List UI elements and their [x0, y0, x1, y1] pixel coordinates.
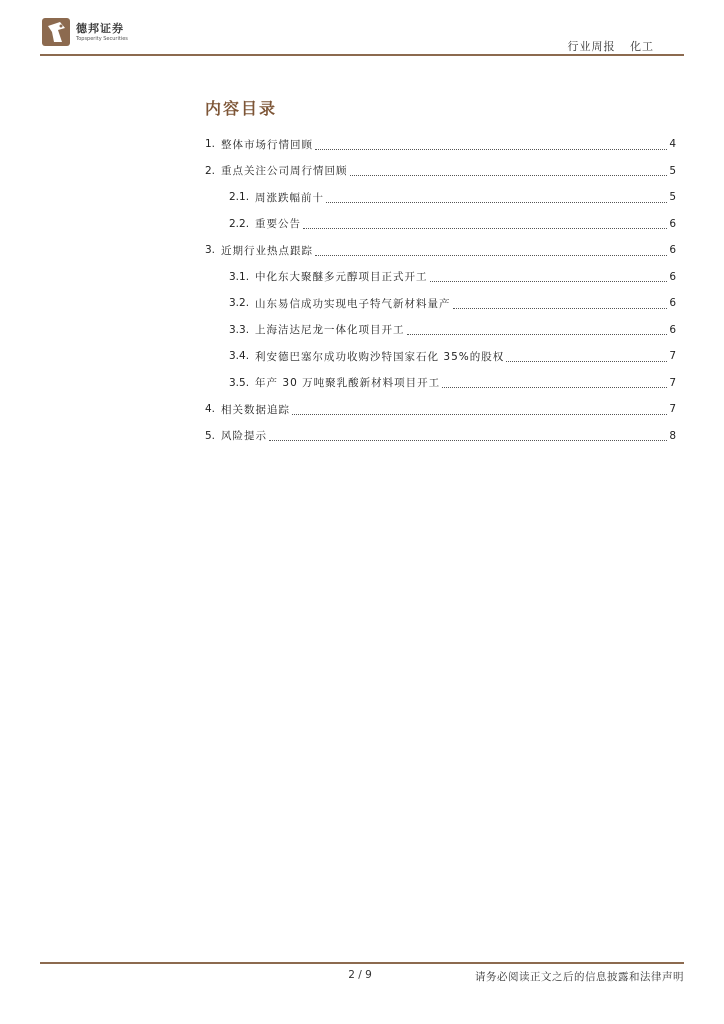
toc-entry-number: 1. [205, 138, 216, 151]
toc-dot-leader [407, 326, 668, 335]
toc-entry-title: 整体市场行情回顾 [221, 138, 314, 151]
toc-dot-leader [303, 220, 667, 229]
toc-entry[interactable] [205, 317, 676, 344]
toc-entry[interactable] [205, 264, 676, 291]
page-number: 2 / 9 [348, 969, 372, 981]
toc-entry-page: 6 [669, 323, 676, 336]
toc-entry-title: 风险提示 [221, 430, 268, 443]
toc-entry-page: 6 [669, 244, 676, 257]
toc-entry-title: 近期行业热点跟踪 [221, 244, 314, 257]
toc-entry[interactable] [205, 370, 676, 397]
footer-divider [40, 962, 684, 964]
toc-dot-leader [315, 247, 667, 256]
toc-dot-leader [442, 379, 667, 388]
company-logo-icon [40, 16, 72, 48]
toc-dot-leader [350, 167, 668, 176]
toc-entry-page: 7 [669, 376, 676, 389]
toc-entry-title: 相关数据追踪 [221, 403, 291, 416]
toc-entry[interactable] [205, 290, 676, 317]
toc-entry[interactable] [205, 237, 676, 264]
toc-entry-page: 7 [669, 350, 676, 363]
toc-entry-number: 3.3. [229, 323, 250, 336]
toc-entry-number: 2.2. [229, 217, 250, 230]
logo-name-en: Topsperity Securities [76, 35, 128, 42]
toc-entry-number: 3.2. [229, 297, 250, 310]
toc-entry-number: 5. [205, 429, 216, 442]
toc-dot-leader [430, 273, 668, 282]
toc-entry-page: 5 [669, 191, 676, 204]
toc-entry-page: 7 [669, 403, 676, 416]
toc-entry-title: 山东易信成功实现电子特气新材料量产 [255, 297, 451, 310]
logo-name-cn: 德邦证券 [76, 21, 124, 35]
report-category [568, 38, 655, 54]
toc-entry[interactable] [205, 343, 676, 370]
toc-entry-title: 重点关注公司周行情回顾 [221, 165, 348, 178]
toc-entry-number: 3.1. [229, 270, 250, 283]
header-divider [40, 54, 684, 56]
toc-entry-number: 3.4. [229, 350, 250, 363]
toc-entry-page: 4 [669, 138, 676, 151]
toc-dot-leader [326, 194, 667, 203]
toc-entry-title: 周涨跌幅前十 [255, 191, 325, 204]
toc-entry-number: 4. [205, 403, 216, 416]
toc-entry[interactable] [205, 211, 676, 238]
toc-entry-page: 6 [669, 297, 676, 310]
toc-entry-title: 重要公告 [255, 218, 302, 231]
toc-entry-title: 上海洁达尼龙一体化项目开工 [255, 324, 405, 337]
toc-entry[interactable] [205, 396, 676, 423]
report-type: 行业周报 [567, 40, 616, 53]
toc-entry-title: 中化东大聚醚多元醇项目正式开工 [255, 271, 428, 284]
toc-entry-page: 8 [669, 429, 676, 442]
toc-dot-leader [269, 432, 667, 441]
toc-entry-number: 3. [205, 244, 216, 257]
toc-entry-title: 年产 30 万吨聚乳酸新材料项目开工 [255, 377, 441, 390]
toc-dot-leader [506, 353, 667, 362]
toc-dot-leader [453, 300, 668, 309]
toc-entry-page: 6 [669, 217, 676, 230]
toc-entry[interactable] [205, 131, 676, 158]
toc-entry[interactable] [205, 184, 676, 211]
toc-entry-page: 6 [669, 270, 676, 283]
toc-entry-title: 利安德巴塞尔成功收购沙特国家石化 35%的股权 [255, 350, 505, 363]
toc-dot-leader [315, 141, 667, 150]
toc-entry[interactable] [205, 158, 676, 185]
industry-label: 化工 [630, 40, 654, 53]
toc-entry-page: 5 [669, 164, 676, 177]
toc-entry[interactable] [205, 423, 676, 450]
company-logo [40, 16, 128, 48]
toc-title: 内容目录 [205, 99, 278, 118]
table-of-contents [205, 131, 676, 449]
toc-dot-leader [292, 406, 667, 415]
footer-disclaimer: 请务必阅读正文之后的信息披露和法律声明 [475, 971, 684, 983]
toc-entry-number: 2. [205, 164, 216, 177]
toc-entry-number: 2.1. [229, 191, 250, 204]
toc-entry-number: 3.5. [229, 376, 250, 389]
